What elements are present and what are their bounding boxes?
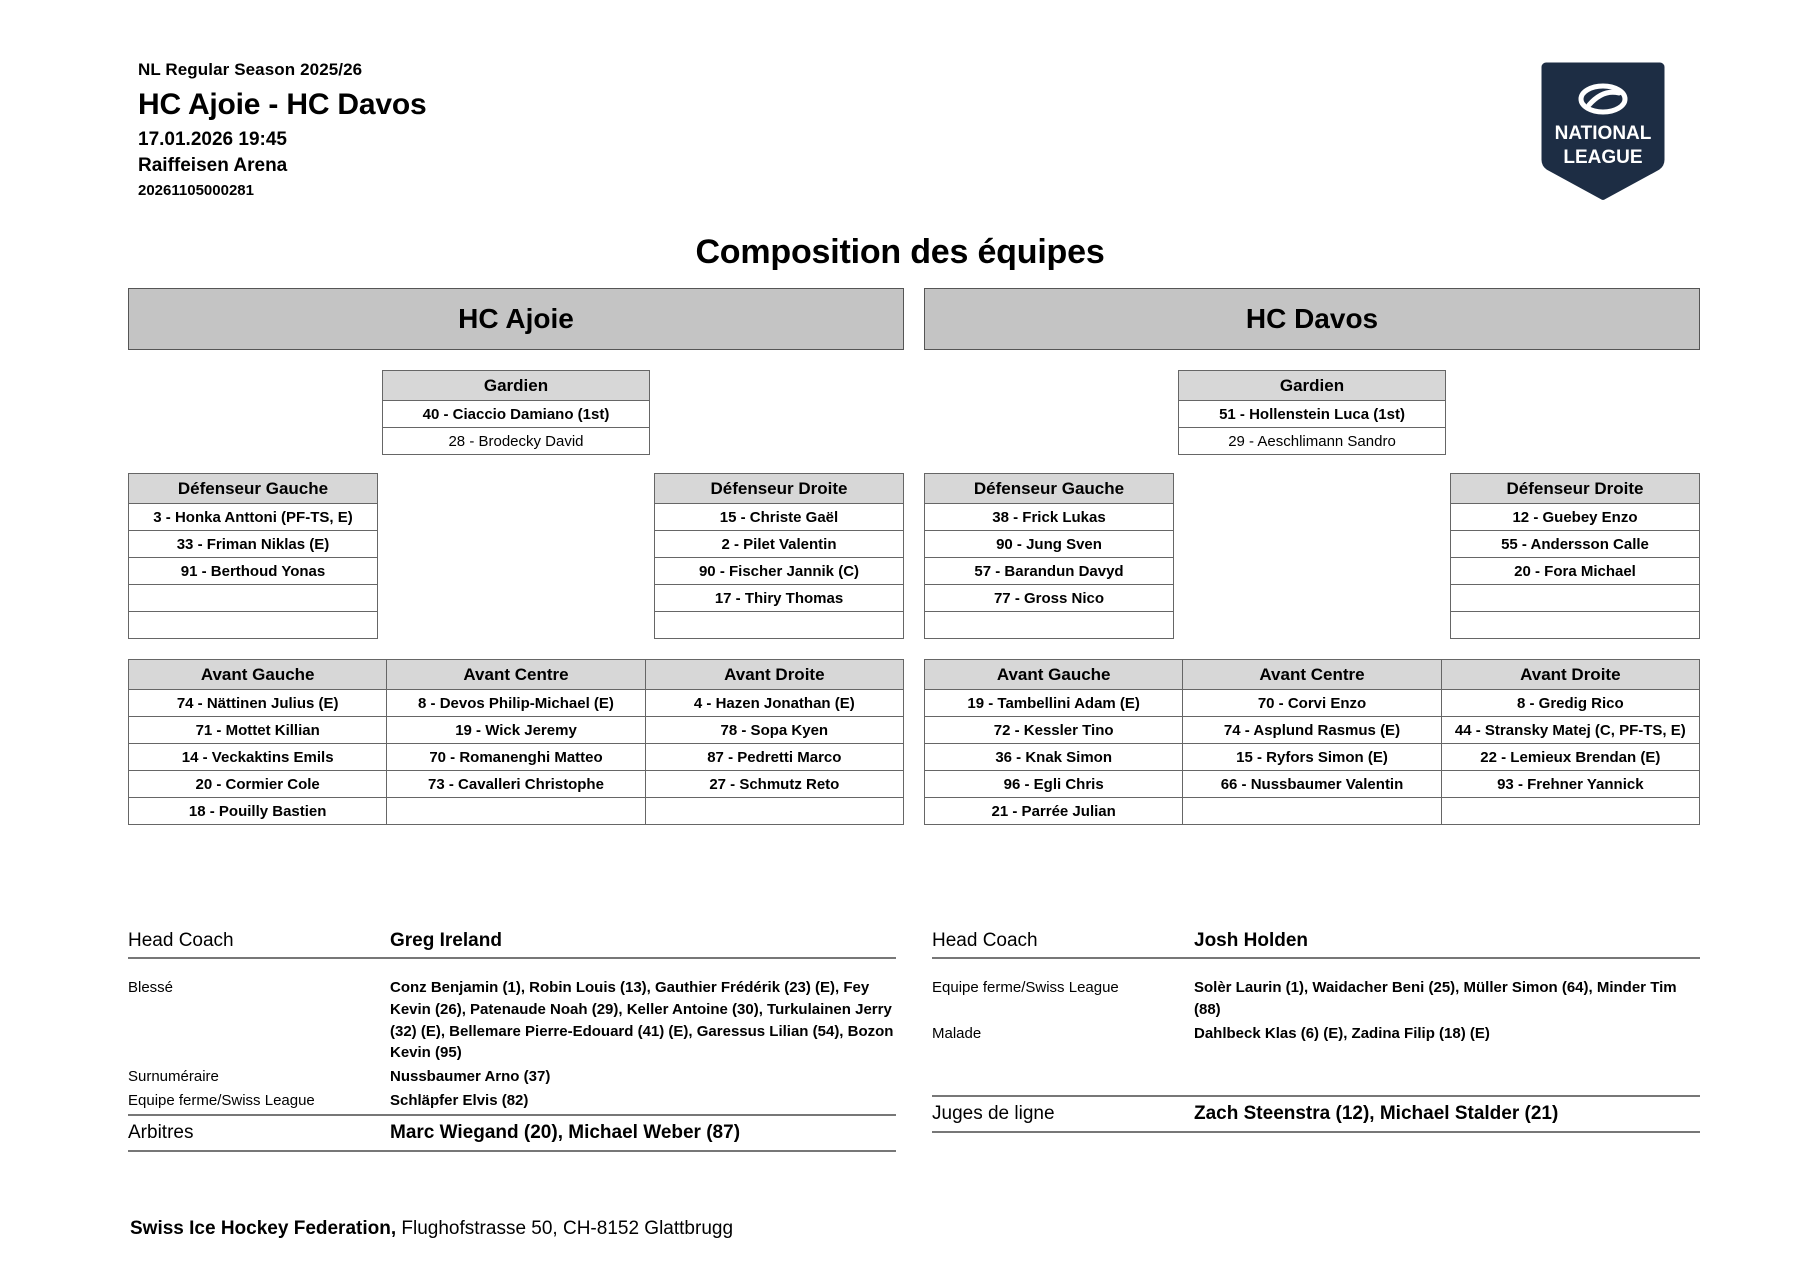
away-officials-row xyxy=(932,1095,1700,1133)
home-fwd-cell: 87 - Pedretti Marco xyxy=(645,744,903,771)
table-row xyxy=(925,798,1700,825)
table-row: 57 - Barandun Davyd xyxy=(925,558,1174,585)
away-coach-row xyxy=(932,930,1700,959)
table-row xyxy=(1451,585,1700,612)
away-fwd-cell: 70 - Corvi Enzo xyxy=(1183,690,1441,717)
table-row xyxy=(129,744,904,771)
table-row xyxy=(925,690,1700,717)
table-row: 2 - Pilet Valentin xyxy=(655,531,904,558)
away-goalie-wrap xyxy=(924,370,1700,455)
home-fwd-right-header: Avant Droite xyxy=(645,660,903,690)
away-fwd-cell: 44 - Stransky Matej (C, PF-TS, E) xyxy=(1441,717,1699,744)
away-goalie-header: Gardien xyxy=(1179,371,1446,401)
federation-name: Swiss Ice Hockey Federation, xyxy=(130,1218,397,1239)
table-row xyxy=(129,771,904,798)
home-note-injured xyxy=(128,977,896,1064)
away-note-value: Dahlbeck Klas (6) (E), Zadina Filip (18) (E) xyxy=(1194,1024,1490,1042)
home-note-value: Conz Benjamin (1), Robin Louis (13), Gauthier Frédérik (23) (E), Fey Kevin (26), Patenaude Noah (29), Keller Antoine (30), Turkulainen Jerry (32) (E), Bellemare Pierre-Edouard (41) (E), Garessus Lilian (54), Bozon Kevin (95) xyxy=(390,979,894,1062)
table-row: 55 - Andersson Calle xyxy=(1451,531,1700,558)
home-goalie-table xyxy=(382,370,650,455)
away-fwd-cell: 21 - Parrée Julian xyxy=(925,798,1183,825)
home-fwd-cell: 73 - Cavalleri Christophe xyxy=(387,771,645,798)
away-fwd-cell: 19 - Tambellini Adam (E) xyxy=(925,690,1183,717)
away-note-label: Equipe ferme/Swiss League xyxy=(932,979,1119,996)
home-fwd-cell: 74 - Nättinen Julius (E) xyxy=(129,690,387,717)
home-fwd-cell xyxy=(387,798,645,825)
away-fwd-cell xyxy=(1183,798,1441,825)
home-fwd-cell: 19 - Wick Jeremy xyxy=(387,717,645,744)
home-officials-row xyxy=(128,1114,896,1152)
home-forwards-table xyxy=(128,659,904,825)
away-fwd-cell: 22 - Lemieux Brendan (E) xyxy=(1441,744,1699,771)
table-row: 38 - Frick Lukas xyxy=(925,504,1174,531)
away-note-farmteam xyxy=(932,977,1700,1021)
home-fwd-cell: 4 - Hazen Jonathan (E) xyxy=(645,690,903,717)
table-row: 3 - Honka Anttoni (PF-TS, E) xyxy=(129,504,378,531)
home-coach-label: Head Coach xyxy=(128,930,234,951)
match-venue: Raiffeisen Arena xyxy=(138,155,288,176)
away-fwd-cell: 8 - Gredig Rico xyxy=(1441,690,1699,717)
table-row xyxy=(129,717,904,744)
table-row: 12 - Guebey Enzo xyxy=(1451,504,1700,531)
lineups-container xyxy=(128,370,1700,825)
home-def-right-header: Défenseur Droite xyxy=(655,474,904,504)
away-forwards-row xyxy=(924,659,1700,825)
away-fwd-cell xyxy=(1441,798,1699,825)
away-notes xyxy=(932,963,1700,1095)
home-note-label: Surnuméraire xyxy=(128,1068,219,1085)
away-defense-row xyxy=(924,473,1700,639)
team-banners xyxy=(128,288,1700,350)
home-note-surplus xyxy=(128,1066,896,1088)
table-row: 77 - Gross Nico xyxy=(925,585,1174,612)
home-note-label: Equipe ferme/Swiss League xyxy=(128,1091,315,1109)
away-fwd-right-header: Avant Droite xyxy=(1441,660,1699,690)
home-fwd-cell: 70 - Romanenghi Matteo xyxy=(387,744,645,771)
referees-value: Marc Wiegand (20), Michael Weber (87) xyxy=(390,1121,741,1143)
match-datetime: 17.01.2026 19:45 xyxy=(138,129,287,150)
home-defense-left-table xyxy=(128,473,378,639)
home-note-value: Nussbaumer Arno (37) xyxy=(390,1068,551,1085)
home-coach-row xyxy=(128,930,896,959)
document-header xyxy=(138,60,426,199)
referees-label: Arbitres xyxy=(128,1121,194,1143)
away-coach-name: Josh Holden xyxy=(1194,930,1309,951)
away-fwd-cell: 93 - Frehner Yannick xyxy=(1441,771,1699,798)
away-defense-right-table xyxy=(1450,473,1700,639)
table-row: 28 - Brodecky David xyxy=(383,428,650,455)
home-notes xyxy=(128,963,896,1112)
table-row xyxy=(925,744,1700,771)
away-fwd-cell: 74 - Asplund Rasmus (E) xyxy=(1183,717,1441,744)
home-fwd-cell: 20 - Cormier Cole xyxy=(129,771,387,798)
home-defense-right-table xyxy=(654,473,904,639)
home-fwd-cell xyxy=(645,798,903,825)
home-fwd-left-header: Avant Gauche xyxy=(129,660,387,690)
home-coach-name: Greg Ireland xyxy=(390,930,502,951)
home-team-banner: HC Ajoie xyxy=(128,288,904,350)
away-lineup xyxy=(924,370,1700,825)
home-fwd-cell: 18 - Pouilly Bastien xyxy=(129,798,387,825)
linesmen-label: Juges de ligne xyxy=(932,1103,1055,1124)
home-note-label: Blessé xyxy=(128,979,174,996)
away-note-label: Malade xyxy=(932,1024,982,1042)
table-row: 29 - Aeschlimann Sandro xyxy=(1179,428,1446,455)
away-note-sick xyxy=(932,1023,1700,1045)
away-fwd-cell: 36 - Knak Simon xyxy=(925,744,1183,771)
table-row: 20 - Fora Michael xyxy=(1451,558,1700,585)
table-row: 17 - Thiry Thomas xyxy=(655,585,904,612)
table-row: 90 - Jung Sven xyxy=(925,531,1174,558)
home-forwards-row xyxy=(128,659,904,825)
away-fwd-center-header: Avant Centre xyxy=(1183,660,1441,690)
table-row xyxy=(129,798,904,825)
home-goalie-header: Gardien xyxy=(383,371,650,401)
home-fwd-center-header: Avant Centre xyxy=(387,660,645,690)
table-row: 51 - Hollenstein Luca (1st) xyxy=(1179,401,1446,428)
table-row xyxy=(925,717,1700,744)
document-id: 20261105000281 xyxy=(138,182,254,199)
home-defense-row xyxy=(128,473,904,639)
table-row xyxy=(655,612,904,639)
away-fwd-cell: 15 - Ryfors Simon (E) xyxy=(1183,744,1441,771)
federation-footer xyxy=(130,1218,733,1240)
home-footer xyxy=(128,930,896,1152)
home-fwd-cell: 78 - Sopa Kyen xyxy=(645,717,903,744)
away-team-banner: HC Davos xyxy=(924,288,1700,350)
away-fwd-cell: 72 - Kessler Tino xyxy=(925,717,1183,744)
table-row xyxy=(129,585,378,612)
logo-text-line1: NATIONAL xyxy=(1554,123,1652,144)
home-fwd-cell: 27 - Schmutz Reto xyxy=(645,771,903,798)
home-lineup xyxy=(128,370,904,825)
away-def-left-header: Défenseur Gauche xyxy=(925,474,1174,504)
away-fwd-cell: 96 - Egli Chris xyxy=(925,771,1183,798)
footer-blocks xyxy=(128,930,1700,1152)
table-row: 90 - Fischer Jannik (C) xyxy=(655,558,904,585)
home-note-farmteam xyxy=(128,1090,896,1112)
away-coach-label: Head Coach xyxy=(932,930,1038,951)
page-title: Composition des équipes xyxy=(695,233,1105,271)
table-row: 40 - Ciaccio Damiano (1st) xyxy=(383,401,650,428)
home-def-left-header: Défenseur Gauche xyxy=(129,474,378,504)
away-def-right-header: Défenseur Droite xyxy=(1451,474,1700,504)
table-row xyxy=(129,612,378,639)
away-fwd-cell: 66 - Nussbaumer Valentin xyxy=(1183,771,1441,798)
table-row: 15 - Christe Gaël xyxy=(655,504,904,531)
table-row xyxy=(1451,612,1700,639)
home-fwd-cell: 8 - Devos Philip-Michael (E) xyxy=(387,690,645,717)
table-row: 91 - Berthoud Yonas xyxy=(129,558,378,585)
logo-text-line2: LEAGUE xyxy=(1563,147,1643,168)
away-goalie-table xyxy=(1178,370,1446,455)
match-title: HC Ajoie - HC Davos xyxy=(138,88,427,121)
home-fwd-cell: 14 - Veckaktins Emils xyxy=(129,744,387,771)
table-row xyxy=(129,690,904,717)
table-row xyxy=(925,771,1700,798)
away-note-value: Solèr Laurin (1), Waidacher Beni (25), Müller Simon (64), Minder Tim (88) xyxy=(1194,979,1677,1018)
home-fwd-cell: 71 - Mottet Killian xyxy=(129,717,387,744)
linesmen-value: Zach Steenstra (12), Michael Stalder (21) xyxy=(1194,1103,1559,1124)
season-label: NL Regular Season 2025/26 xyxy=(138,60,363,79)
federation-address: Flughofstrasse 50, CH-8152 Glattbrugg xyxy=(396,1218,734,1239)
away-forwards-table xyxy=(924,659,1700,825)
home-goalie-wrap xyxy=(128,370,904,455)
away-defense-left-table xyxy=(924,473,1174,639)
away-fwd-left-header: Avant Gauche xyxy=(925,660,1183,690)
table-row xyxy=(925,612,1174,639)
national-league-logo xyxy=(1534,55,1672,205)
table-row: 33 - Friman Niklas (E) xyxy=(129,531,378,558)
home-note-value: Schläpfer Elvis (82) xyxy=(390,1091,529,1109)
away-footer xyxy=(932,930,1700,1152)
